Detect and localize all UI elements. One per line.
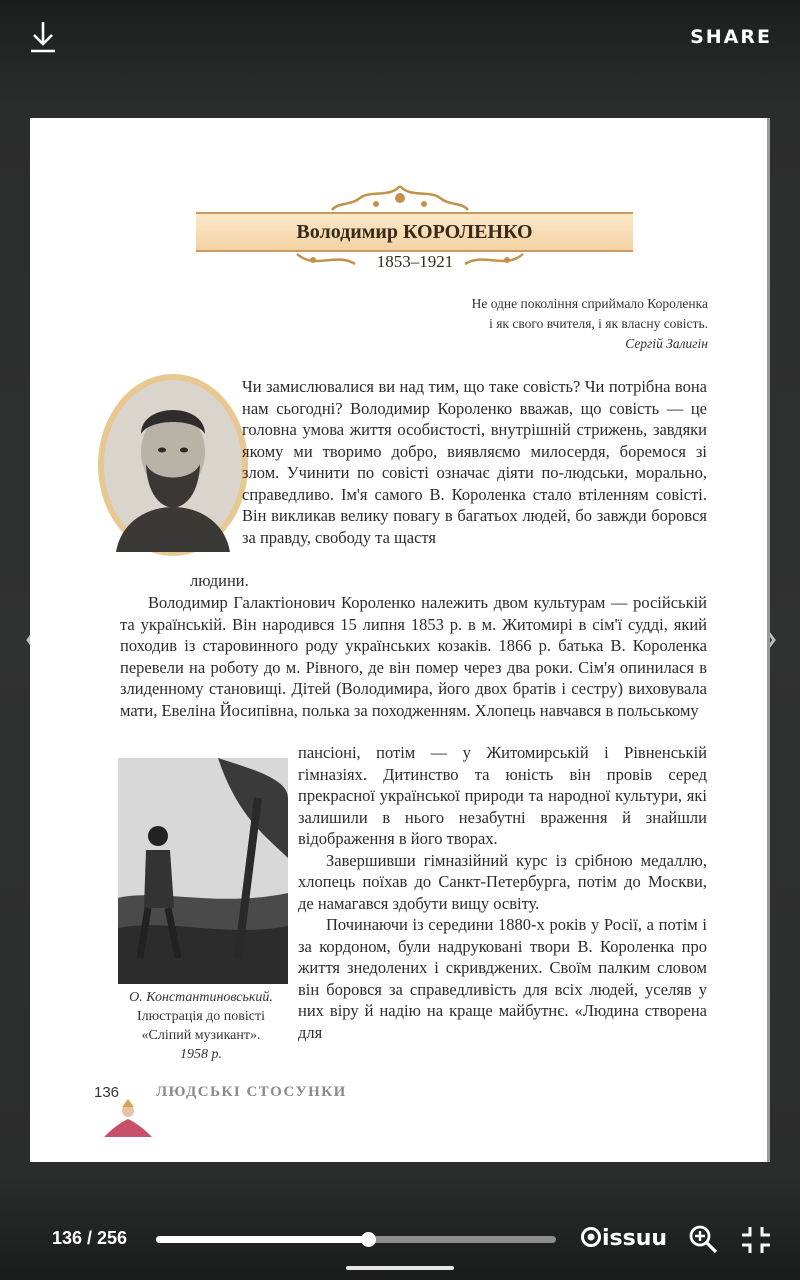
biography-paragraph: пансіоні, потім — у Житомирській і Рівненській гімназіях. Дитинство та юність він провів серед прекрасної української природи та народної культури, які залишили в нього незабутні враження й знайшли відображення в його творах. (298, 743, 707, 848)
korolenko-portrait (96, 372, 250, 558)
intro-paragraph-end: людини. (190, 571, 249, 590)
intro-paragraph: Чи замислювалися ви над тим, що таке совість? Чи потрібна вона нам сьогодні? Володимир Короленко вважав, що совість — це головна умова життя особистості, внутрішній стрижень, завдяки якому ми творимо добро, виявляємо милосердя, боремося зі злом. Учинити по совісті означає діяти по-людськи, морально, справедливо. Ім'я самого В. Короленка стало втіленням совісті. Він викликав велику повагу в багатьох людей, бо завжди боровся за правду, свободу та щастя (242, 377, 707, 547)
caption-year: 1958 р. (180, 1047, 222, 1062)
page-title: Володимир КОРОЛЕНКО (196, 212, 633, 252)
page-progress-slider[interactable] (156, 1236, 556, 1243)
life-years: 1853–1921 (376, 252, 454, 271)
little-prince-logo (100, 1093, 156, 1139)
download-icon[interactable] (28, 20, 58, 54)
issuu-logo[interactable] (580, 1226, 667, 1251)
biography-paragraph: Завершивши гімназійний курс із срібною медаллю, хлопець поїхав до Санкт-Петербурга, потім до Москви, де намагався здобути вищу освіту. (298, 850, 707, 913)
progress-fill (156, 1236, 368, 1243)
page-number: 136 (94, 1084, 120, 1101)
home-indicator (346, 1266, 454, 1270)
ornament-top (330, 184, 470, 214)
section-title: ЛЮДСЬКІ СТОСУНКИ (156, 1084, 347, 1100)
epigraph-author: Сергій Залигін (625, 336, 708, 351)
caption-line: «Сліпий музикант». (141, 1028, 261, 1043)
caption-line: Ілюстрація до повісті (137, 1009, 265, 1024)
blind-musician-illustration (118, 758, 288, 984)
top-bar (0, 0, 800, 72)
page-edge (767, 118, 770, 1162)
epigraph-line: Не одне покоління сприймало Короленка (471, 296, 708, 311)
epigraph (348, 294, 708, 354)
biography-paragraph: Володимир Галактіонович Короленко належить двом культурам — російській та українській. Він народився 15 липня 1853 р. в м. Житомирі в сім'ї судді, який походив із старовинного роду українських козаків. 1866 р. батька В. Короленка перевели на роботу до м. Рівного, де він помер через два роки. Сім'я опинилася в злиденному становищі. Дітей (Володимира, його двох братів і сестру) виховувала мати, Евеліна Йосипівна, полька за походженням. Хлопець навчався в польському (120, 593, 707, 720)
caption-author: О. Константиновський. (129, 990, 273, 1005)
zoom-icon[interactable] (688, 1224, 718, 1254)
document-page (30, 118, 770, 1162)
progress-thumb[interactable] (361, 1232, 376, 1247)
biography-paragraph: Починаючи із середини 1880-х років у Росії, а потім і за кордоном, були надруковані твори В. Короленка про життя знедолених і скривджених. Своїм палким словом він боровся за справедливість для всіх людей, уселяв у них віру й надію на краще майбутнє. «Людина створена для (298, 915, 707, 1042)
epigraph-line: і як свого вчителя, і як власну совість. (489, 316, 708, 331)
share-button[interactable]: SHARE (690, 26, 772, 48)
illustration-caption (106, 988, 296, 1064)
exit-fullscreen-icon[interactable] (740, 1225, 772, 1255)
issuu-logo-icon (580, 1226, 602, 1248)
biography-column (298, 742, 707, 1043)
brand-name: issuu (602, 1226, 668, 1251)
page-counter: 136 / 256 (52, 1228, 128, 1248)
